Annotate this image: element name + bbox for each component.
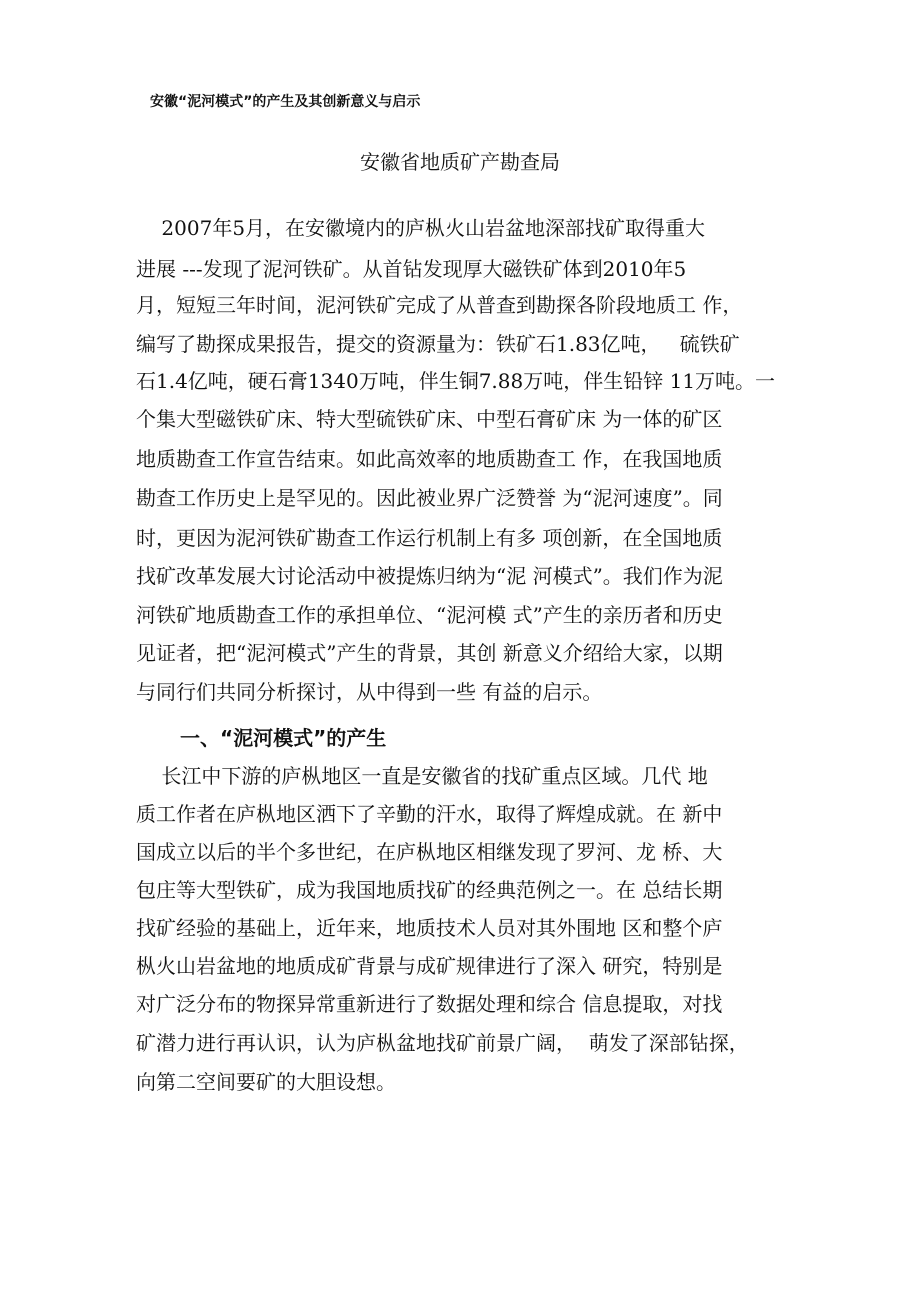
paragraph-line: 时，更因为泥河铁矿勘查工作运行机制上有多 项创新，在全国地质 [136, 526, 723, 550]
organization-name: 安徽省地质矿产勘查局 [360, 150, 560, 174]
paragraph-line: 矿潜力进行再认识，认为庐枞盆地找矿前景广阔， 萌发了深部钻探， [136, 1031, 749, 1055]
paragraph-line: 河铁矿地质勘查工作的承担单位、“泥河模 式”产生的亲历者和历史 [136, 603, 723, 627]
paragraph-line: 见证者，把“泥河模式”产生的背景，其创 新意义介绍给大家，以期 [136, 641, 723, 665]
paragraph-line: 与同行们共同分析探讨，从中得到一些 有益的启示。 [136, 680, 603, 704]
paragraph-line: 对广泛分布的物探异常重新进行了数据处理和综合 信息提取，对找 [136, 992, 723, 1016]
paragraph-line: 质工作者在庐枞地区洒下了辛勤的汗水，取得了辉煌成就。在 新中 [136, 802, 723, 826]
section-heading: 一、“泥河模式”的产生 [180, 726, 387, 750]
paragraph-line: 找矿经验的基础上，近年来，地质技术人员对其外围地 区和整个庐 [136, 916, 723, 940]
paragraph-line: 包庄等大型铁矿，成为我国地质找矿的经典范例之一。在 总结长期 [136, 878, 723, 902]
paragraph-line: 石1.4亿吨，硬石膏1340万吨，伴生铜7.88万吨，伴生铅锌 11万吨。一 [136, 369, 776, 393]
paragraph-line: 勘查工作历史上是罕见的。因此被业界广泛赞誉 为“泥河速度”。同 [136, 486, 723, 510]
paragraph-line: 月，短短三年时间，泥河铁矿完成了从普查到勘探各阶段地质工 作， [136, 293, 743, 317]
document-header-title: 安徽“泥河模式”的产生及其创新意义与启示 [150, 94, 421, 110]
paragraph-line: 2007年5月，在安徽境内的庐枞火山岩盆地深部找矿取得重大 [136, 216, 706, 240]
paragraph-line: 长江中下游的庐枞地区一直是安徽省的找矿重点区域。几代 地 [136, 764, 708, 788]
paragraph-line: 向第二空间要矿的大胆设想。 [136, 1070, 396, 1094]
paragraph-line: 国成立以后的半个多世纪，在庐枞地区相继发现了罗河、龙 桥、大 [136, 840, 723, 864]
paragraph-line: 个集大型磁铁矿床、特大型硫铁矿床、中型石膏矿床 为一体的矿区 [136, 407, 723, 431]
paragraph-line: 地质勘查工作宣告结束。如此高效率的地质勘查工 作，在我国地质 [136, 447, 723, 471]
paragraph-line: 编写了勘探成果报告，提交的资源量为：铁矿石1.83亿吨， 硫铁矿 [136, 332, 740, 356]
paragraph-line: 枞火山岩盆地的地质成矿背景与成矿规律进行了深入 研究，特别是 [136, 954, 723, 978]
paragraph-line: 进展 ---发现了泥河铁矿。从首钻发现厚大磁铁矿体到2010年5 [136, 257, 687, 281]
paragraph-line: 找矿改革发展大讨论活动中被提炼归纳为“泥 河模式”。我们作为泥 [136, 564, 723, 588]
